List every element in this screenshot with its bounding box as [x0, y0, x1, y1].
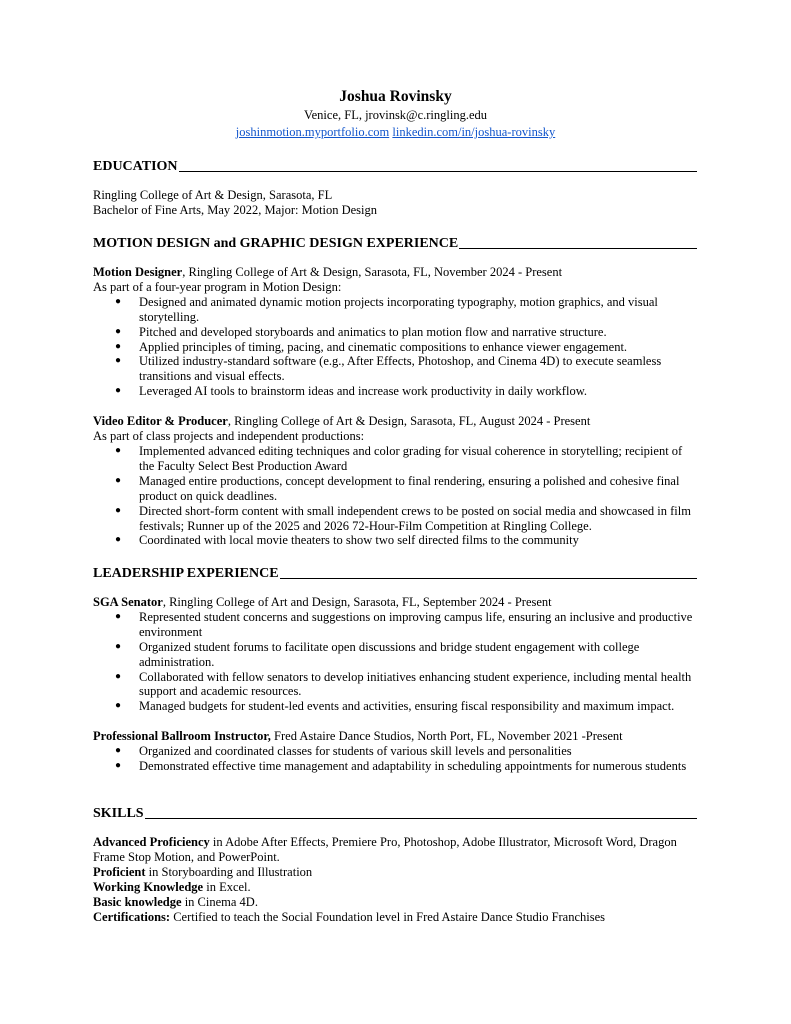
- job-title: SGA Senator: [93, 595, 163, 609]
- skill-line: [93, 910, 697, 925]
- motion-section: [93, 235, 697, 548]
- job-entry: [93, 595, 697, 714]
- skill-text: in Cinema 4D.: [181, 894, 258, 909]
- skill-line: [93, 895, 697, 910]
- bullet-item: ● Utilized industry-standard software (e.g., After Effects, Photoshop, and Cinema 4D) to execute seamless transitions and visual effects.: [93, 354, 697, 384]
- job-title: Professional Ballroom Instructor,: [93, 729, 271, 744]
- portfolio-link[interactable]: joshinmotion.myportfolio.com: [235, 125, 390, 139]
- bullet-item: ● Collaborated with fellow senators to develop initiatives enhancing student experience, including mental health support and academic resources.: [93, 670, 697, 700]
- leadership-heading: LEADERSHIP EXPERIENCE: [93, 566, 279, 581]
- skills-section: [93, 805, 697, 924]
- school: Ringling College of Art & Design, Sarasota, FL: [93, 188, 333, 202]
- skill-text: in Adobe After Effects, Premiere Pro, Photoshop, Adobe Illustrator, Microsoft Word, Dragon Frame Stop Motion, and PowerPoint.: [93, 835, 677, 864]
- section-heading: [93, 565, 697, 582]
- job-title: Motion Designer: [93, 265, 183, 279]
- bullet-item: ● Managed budgets for student-led events and activities, ensuring fiscal responsibility and maximum impact.: [93, 699, 697, 714]
- contact-line: Venice, FL, jrovinsk@c.ringling.edu: [303, 108, 487, 122]
- job-intro: As part of a four-year program in Motion Design:: [93, 279, 342, 294]
- skill-label: Advanced Proficiency: [93, 835, 210, 849]
- education-heading: EDUCATION: [93, 159, 178, 174]
- heading-rule: [459, 248, 697, 249]
- bullet-item: ● Managed entire productions, concept development to final rendering, ensuring a polished and cohesive final product on quick deadlines.: [93, 474, 697, 504]
- skill-label: Proficient: [93, 864, 146, 879]
- bullet-item: ● Implemented advanced editing techniques and color grading for visual coherence in storytelling; recipient of the Faculty Select Best Production Award: [93, 444, 697, 474]
- skill-text: in Excel.: [203, 879, 251, 894]
- bullet-item: ● Leveraged AI tools to brainstorm ideas and increase work productivity in daily workflow.: [93, 384, 697, 399]
- skill-label: Working Knowledge: [93, 879, 204, 894]
- bullet-item: ● Organized and coordinated classes for students of various skill levels and personalities: [93, 744, 697, 759]
- bullet-item: ● Organized student forums to facilitate open discussions and bridge student engagement with college administration.: [93, 640, 697, 670]
- bullet-list: [93, 295, 697, 399]
- job-meta: , Ringling College of Art & Design, Sarasota, FL, November 2024 - Present: [182, 265, 563, 279]
- bullet-item: ● Represented student concerns and suggestions on improving campus life, ensuring an inclusive and productive environment: [93, 610, 697, 640]
- link-line: [0, 125, 791, 140]
- job-entry: [93, 729, 697, 774]
- section-heading: [93, 805, 697, 822]
- degree: Bachelor of Fine Arts, May 2022, Major: Motion Design: [93, 202, 377, 217]
- bullet-item: ● Demonstrated effective time management and adaptability in scheduling appointments for numerous students: [93, 759, 697, 774]
- job-intro: As part of class projects and independent productions:: [93, 429, 365, 444]
- section-heading: [93, 158, 697, 175]
- motion-heading: MOTION DESIGN and GRAPHIC DESIGN EXPERIENCE: [93, 236, 459, 251]
- heading-rule: [280, 578, 697, 579]
- bullet-list: [93, 444, 697, 548]
- job-entry: [93, 414, 697, 548]
- heading-rule: [145, 818, 697, 819]
- job-meta: , Ringling College of Art & Design, Sarasota, FL, August 2024 - Present: [227, 414, 591, 429]
- section-heading: [93, 235, 697, 252]
- skill-label: Basic knowledge: [93, 894, 182, 909]
- bullet-list: [93, 610, 697, 714]
- job-meta: Fred Astaire Dance Studios, North Port, FL, November 2021 -Present: [270, 729, 623, 744]
- skill-line: [93, 835, 697, 865]
- skill-text: Certified to teach the Social Foundation level in Fred Astaire Dance Studio Franchises: [170, 909, 606, 924]
- skill-label: Certifications:: [93, 909, 171, 924]
- bullet-item: ● Directed short-form content with small independent crews to be posted on social media and showcased in film festivals; Runner up of the 2025 and 2026 72-Hour-Film Competition at Ringling College.: [93, 504, 697, 534]
- heading-rule: [179, 171, 697, 172]
- job-meta: , Ringling College of Art and Design, Sarasota, FL, September 2024 - Present: [162, 595, 552, 609]
- leadership-section: [93, 565, 697, 774]
- bullet-list: [93, 744, 697, 774]
- linkedin-link[interactable]: linkedin.com/in/joshua-rovinsky: [392, 125, 556, 139]
- skill-line: [93, 865, 697, 880]
- job-title: Video Editor & Producer: [93, 414, 228, 429]
- bullet-item: ● Designed and animated dynamic motion projects incorporating typography, motion graphics, and visual storytelling.: [93, 295, 697, 325]
- bullet-item: ● Applied principles of timing, pacing, and cinematic compositions to enhance viewer engagement.: [93, 340, 697, 355]
- skill-text: in Storyboarding and Illustration: [145, 864, 313, 879]
- skills-heading: SKILLS: [93, 806, 144, 821]
- job-entry: [93, 265, 697, 399]
- candidate-name: Joshua Rovinsky: [339, 88, 452, 105]
- education-section: [93, 158, 697, 218]
- skill-line: [93, 880, 697, 895]
- bullet-item: ● Coordinated with local movie theaters to show two self directed films to the community: [93, 533, 697, 548]
- bullet-item: ● Pitched and developed storyboards and animatics to plan motion flow and narrative structure.: [93, 325, 697, 340]
